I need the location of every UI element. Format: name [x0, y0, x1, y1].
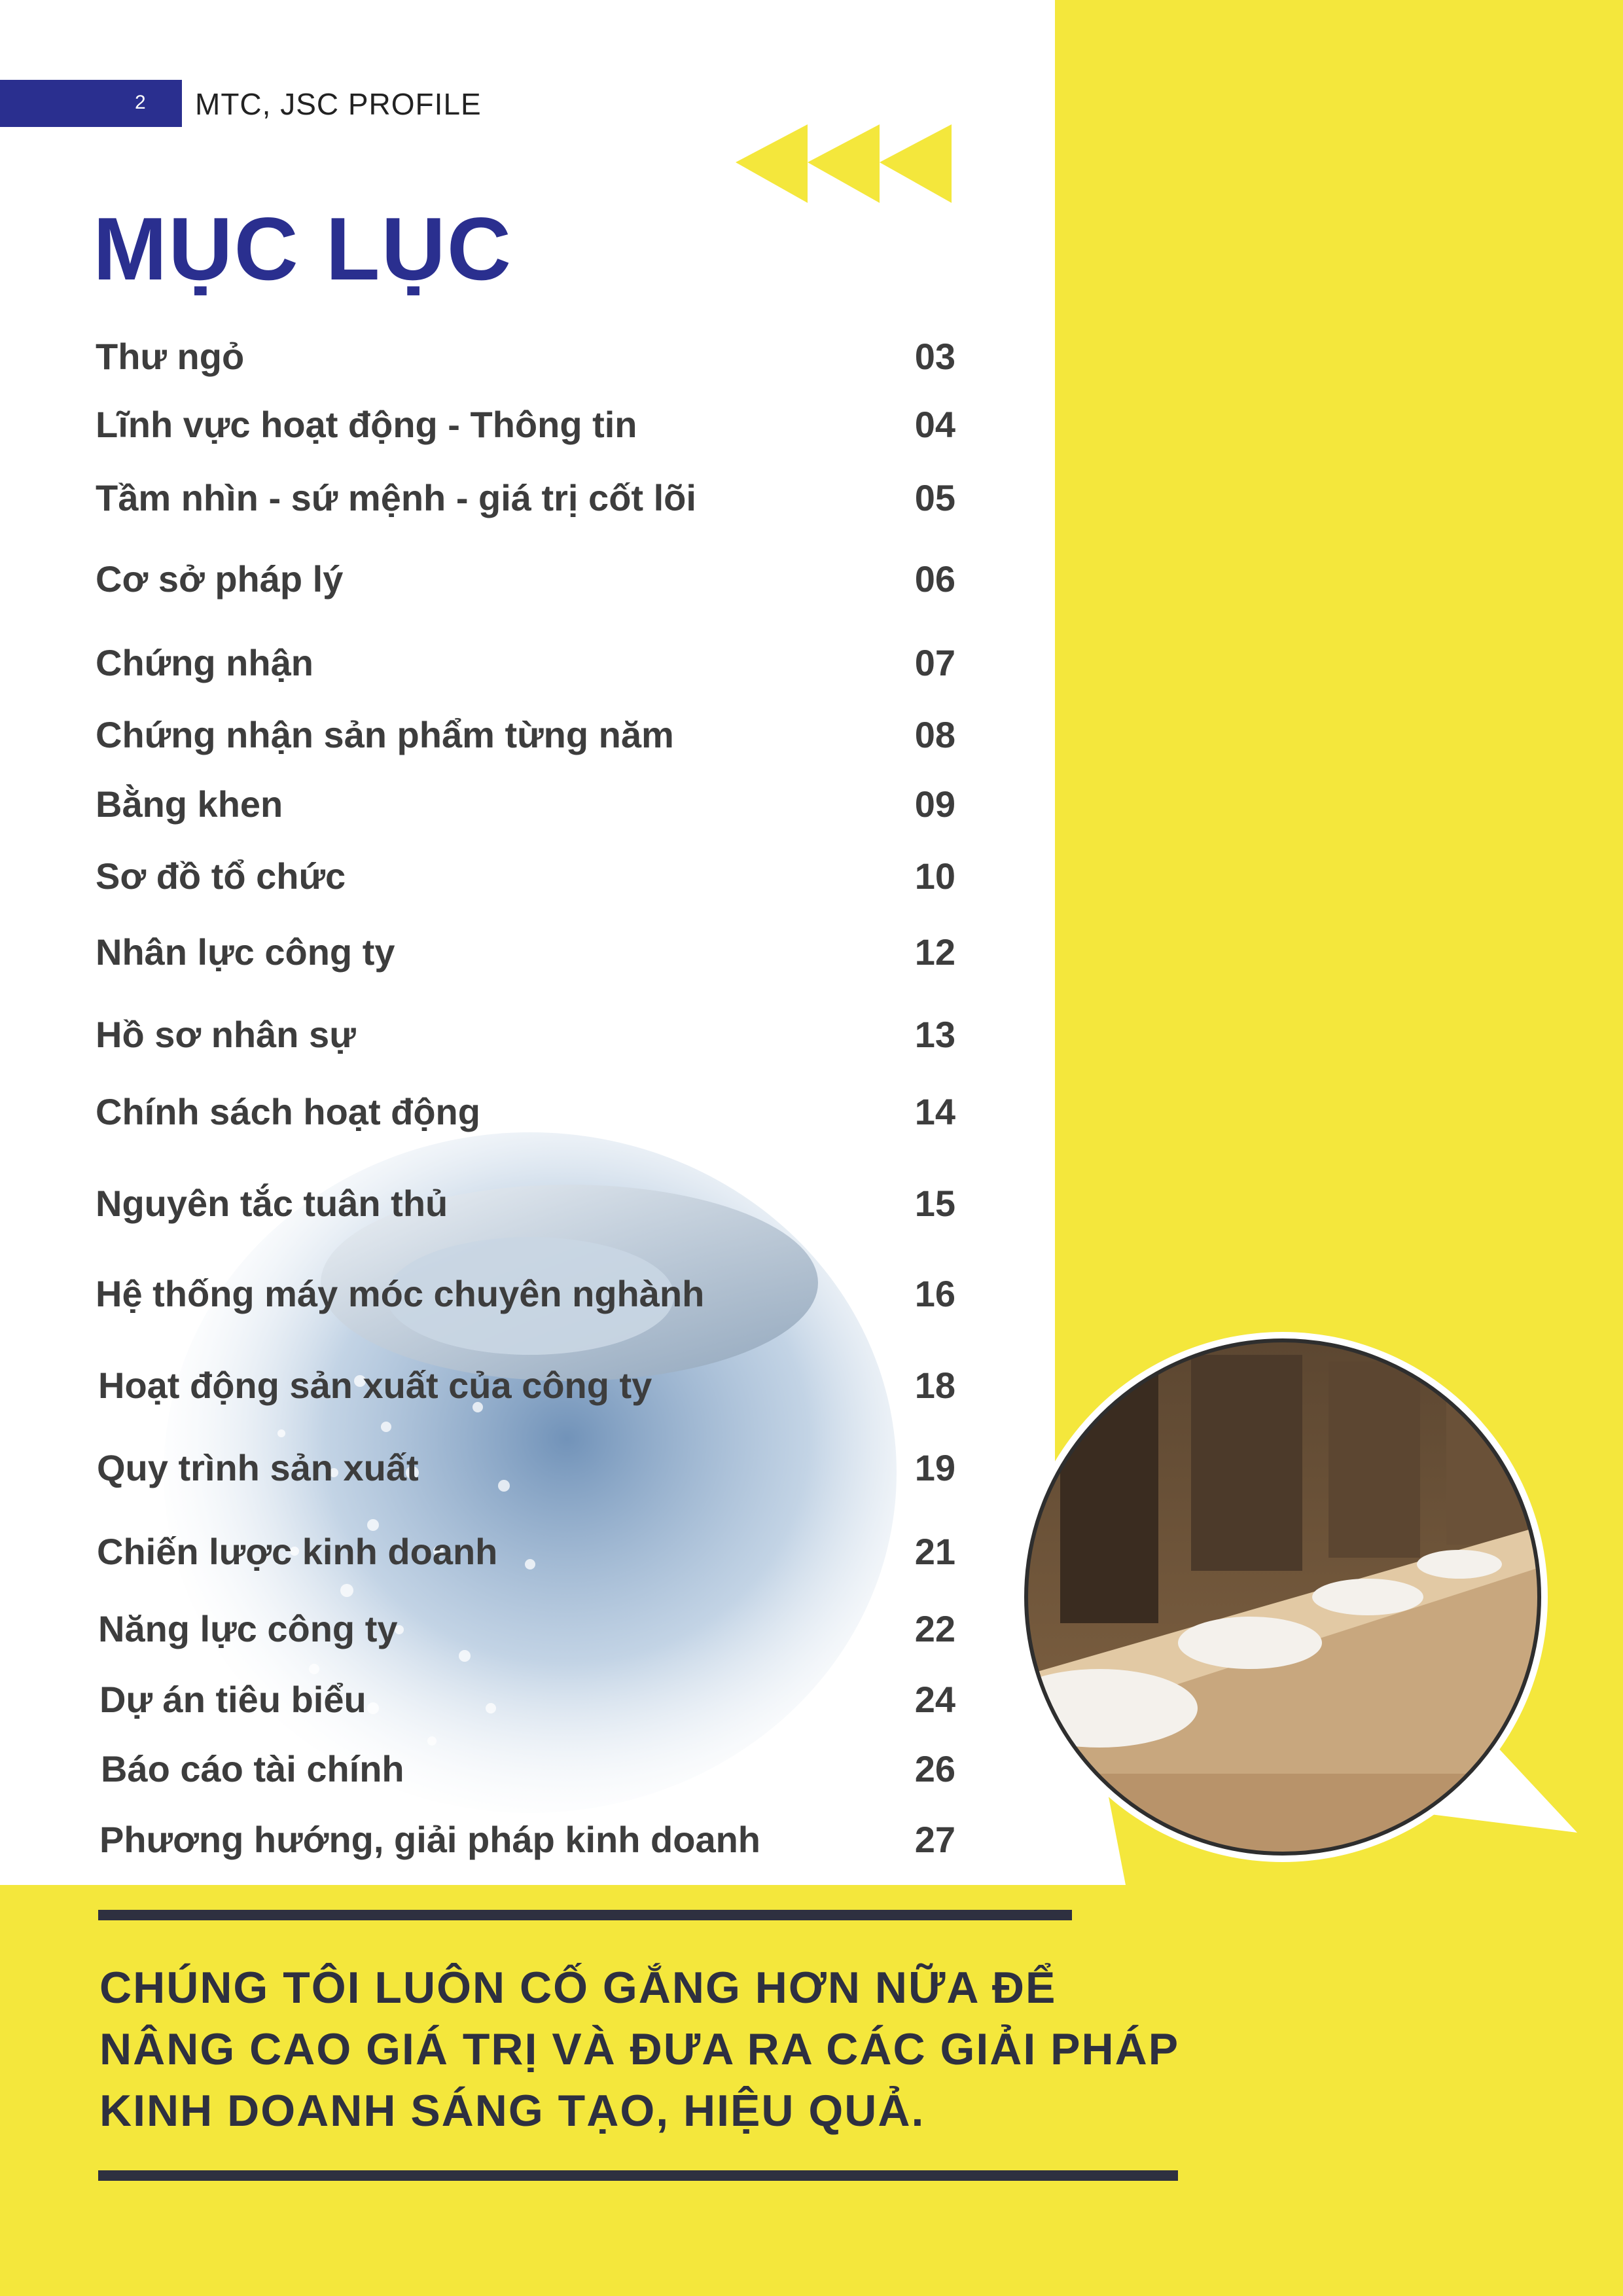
toc-entry-page: 12	[914, 931, 955, 973]
toc-entry-label: Chứng nhận	[96, 642, 313, 683]
toc-entry-label: Chính sách hoạt động	[96, 1091, 480, 1132]
toc-entry-label: Hệ thống máy móc chuyên nghành	[96, 1273, 705, 1314]
toc-entry-page: 16	[914, 1273, 955, 1314]
page-number: 2	[135, 92, 146, 113]
document-header-title: MTC, JSC PROFILE	[195, 87, 482, 121]
toc-entry-label: Nguyên tắc tuân thủ	[96, 1183, 448, 1224]
toc-entry-page: 14	[914, 1091, 955, 1132]
toc-entry-label: Năng lực công ty	[98, 1608, 398, 1649]
divider-bottom	[98, 2170, 1178, 2181]
toc-entry-label: Hoạt động sản xuất của công ty	[98, 1365, 652, 1406]
toc-entry-label: Cơ sở pháp lý	[96, 558, 344, 600]
toc-entry-page: 09	[914, 783, 955, 825]
toc-entry-label: Phương hướng, giải pháp kinh doanh	[99, 1819, 760, 1860]
toc-entry-page: 26	[914, 1748, 955, 1789]
toc-entry-page: 24	[914, 1679, 955, 1720]
chevron-left-icon	[880, 124, 952, 203]
toc-entry-page: 27	[914, 1819, 955, 1860]
page-number-tab	[0, 80, 182, 127]
toc-entry-page: 10	[914, 855, 955, 897]
toc-entry-page: 06	[914, 558, 955, 600]
toc-entry-page: 04	[914, 404, 955, 445]
toc-entry-label: Báo cáo tài chính	[101, 1748, 404, 1789]
toc-entry-label: Bằng khen	[96, 783, 283, 825]
toc-entry-page: 18	[914, 1365, 955, 1406]
chevron-left-icon	[808, 124, 880, 203]
toc-entry-page: 05	[914, 477, 955, 518]
toc-entry-page: 03	[914, 336, 955, 377]
toc-entry-label: Hồ sơ nhân sự	[96, 1014, 356, 1055]
toc-entry-label: Dự án tiêu biểu	[99, 1679, 366, 1720]
divider-top	[98, 1910, 1072, 1920]
toc-entry-page: 13	[914, 1014, 955, 1055]
page-title: MỤC LỤC	[93, 199, 513, 298]
toc-entry-label: Chứng nhận sản phẩm từng năm	[96, 714, 674, 755]
slogan-line: KINH DOANH SÁNG TẠO, HIỆU QUẢ.	[99, 2086, 925, 2136]
toc-entry-label: Thư ngỏ	[96, 336, 245, 377]
bathroom-sinks-image	[1001, 1316, 1590, 1898]
toc-entry-label: Lĩnh vực hoạt động - Thông tin	[96, 404, 637, 445]
chevron-left-icon	[736, 124, 808, 203]
toc-entry-page: 22	[914, 1608, 955, 1649]
toc-entry-page: 19	[914, 1447, 955, 1488]
toc-entry-page: 08	[914, 714, 955, 755]
toc-entry-label: Quy trình sản xuất	[97, 1447, 419, 1488]
toc-entry-label: Chiến lược kinh doanh	[97, 1531, 498, 1572]
toc-entry-label: Sơ đồ tổ chức	[96, 855, 346, 897]
toc-entry-page: 15	[914, 1183, 955, 1224]
slogan	[99, 1957, 1343, 2142]
toc-entry-page: 21	[914, 1531, 955, 1572]
slogan-line: CHÚNG TÔI LUÔN CỐ GẮNG HƠN NỮA ĐỂ	[99, 1963, 1057, 2013]
chevrons-decoration	[736, 124, 958, 203]
toc-entry-label: Tầm nhìn - sứ mệnh - giá trị cốt lõi	[96, 477, 696, 518]
toc-entry-label: Nhân lực công ty	[96, 931, 395, 973]
toc-entry-page: 07	[914, 642, 955, 683]
slogan-line: NÂNG CAO GIÁ TRỊ VÀ ĐƯA RA CÁC GIẢI PHÁP	[99, 2024, 1180, 2074]
